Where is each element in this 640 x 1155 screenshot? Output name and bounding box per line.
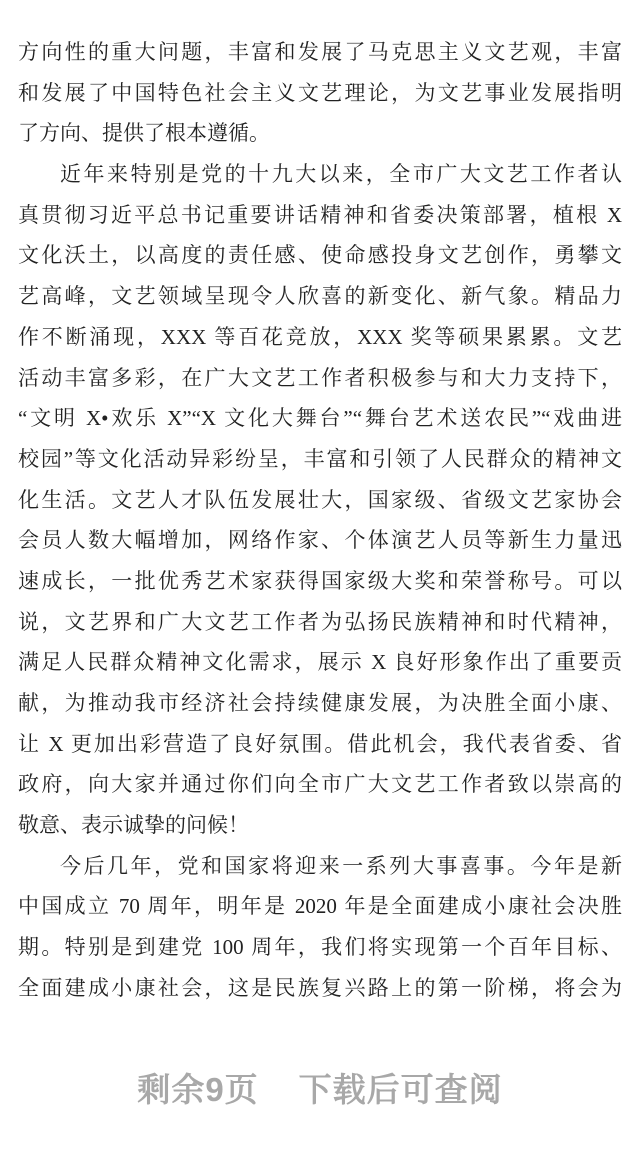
- text-line: 让 X 更加出彩营造了良好氛围。借此机会，我代表省委、省: [18, 731, 622, 756]
- pages-remaining-notice: [0, 1070, 640, 1110]
- text-line: 和发展了中国特色社会主义文艺理论，为文艺事业发展指明: [18, 80, 622, 105]
- text-line: 艺高峰，文艺领域呈现令人欣喜的新变化、新气象。精品力: [18, 284, 622, 309]
- text-line: “文明 X•欢乐 X”“X 文化大舞台”“舞台艺术送农民”“戏曲进: [18, 406, 622, 431]
- text-line: 化生活。文艺人才队伍发展壮大，国家级、省级文艺家协会: [18, 487, 622, 512]
- text-line: 敬意、表示诚挚的问候！: [18, 813, 249, 838]
- text-line: 满足人民群众精神文化需求，展示 X 良好形象作出了重要贡: [18, 650, 622, 675]
- text-line: 文化沃土，以高度的责任感、使命感投身文艺创作，勇攀文: [18, 243, 622, 268]
- text-line: 真贯彻习近平总书记重要讲话精神和省委决策部署，植根 X: [18, 202, 622, 227]
- text-line: 作不断涌现，XXX 等百花竞放，XXX 奖等硕果累累。文艺: [18, 324, 622, 349]
- text-line: 全面建成小康社会，这是民族复兴路上的第一阶梯，将会为: [18, 975, 622, 1000]
- text-line: 政府，向大家并通过你们向全市广大文艺工作者致以崇高的: [18, 772, 622, 797]
- remaining-pages-label: 剩余9页: [137, 1071, 259, 1108]
- document-text-body: [18, 32, 622, 1009]
- text-line: 说，文艺界和广大文艺工作者为弘扬民族精神和时代精神，: [18, 609, 622, 634]
- text-line: 中国成立 70 周年，明年是 2020 年是全面建成小康社会决胜: [18, 894, 622, 919]
- text-line: 会员人数大幅增加，网络作家、个体演艺人员等新生力量迅: [18, 528, 622, 553]
- text-line: 方向性的重大问题，丰富和发展了马克思主义文艺观，丰富: [18, 40, 622, 64]
- text-line: 速成长，一批优秀艺术家获得国家级大奖和荣誉称号。可以: [18, 568, 622, 593]
- text-line: 近年来特别是党的十九大以来，全市广大文艺工作者认: [60, 162, 622, 187]
- download-hint-label: 下载后可查阅: [298, 1071, 503, 1108]
- text-line: 期。特别是到建党 100 周年，我们将实现第一个百年目标、: [18, 935, 622, 960]
- text-line: 献，为推动我市经济社会持续健康发展，为决胜全面小康、: [18, 691, 622, 715]
- text-line: 活动丰富多彩，在广大文艺工作者积极参与和大力支持下，: [18, 365, 622, 390]
- text-line: 了方向、提供了根本遵循。: [18, 121, 270, 146]
- text-line: 今后几年，党和国家将迎来一系列大事喜事。今年是新: [60, 853, 622, 878]
- text-line: 校园”等文化活动异彩纷呈，丰富和引领了人民群众的精神文: [18, 446, 622, 471]
